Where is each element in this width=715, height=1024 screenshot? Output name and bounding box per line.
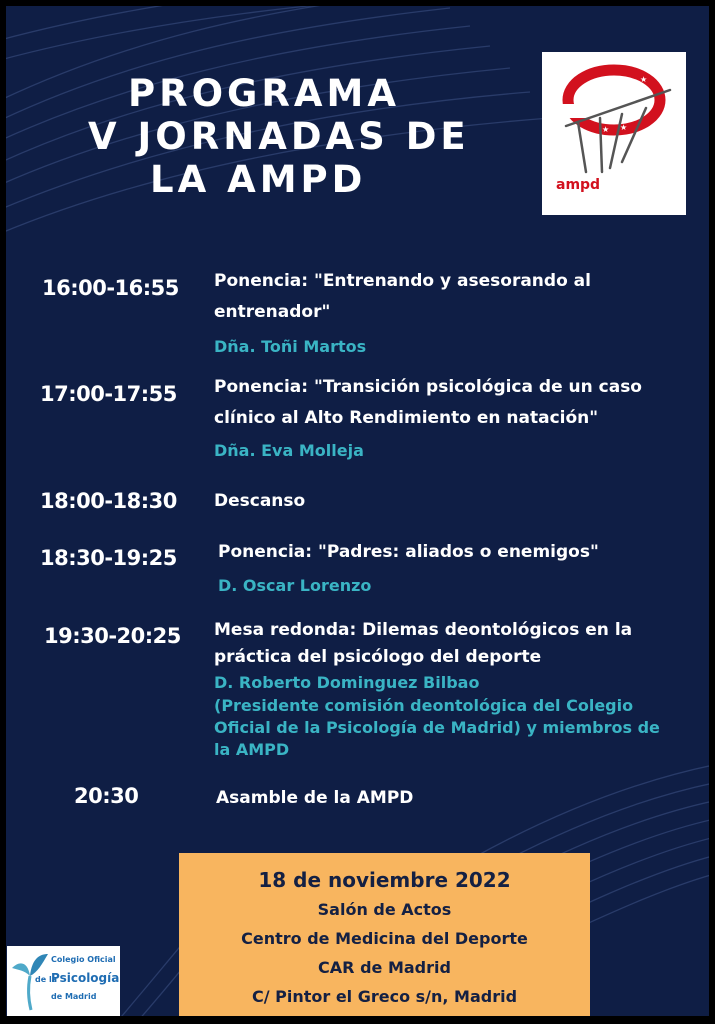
schedule-speaker-1: Dña. Toñi Martos: [214, 337, 367, 356]
schedule-speaker-4: D. Oscar Lorenzo: [218, 576, 372, 595]
colegio-logo-line-2: Psicología: [51, 971, 120, 985]
colegio-logo-line-1: Colegio Oficial: [51, 955, 116, 964]
title-line-2: V JORNADAS DE: [88, 115, 470, 158]
event-venue-room: Salón de Actos: [317, 900, 452, 919]
event-date: 18 de noviembre 2022: [258, 868, 511, 892]
event-info-box: [179, 853, 590, 1016]
schedule-title-5-line-1: Mesa redonda: Dilemas deontológicos en la: [214, 620, 633, 640]
schedule-time-5: 19:30-20:25: [44, 624, 181, 648]
title-line-3: LA AMPD: [150, 158, 367, 201]
svg-text:★: ★: [602, 125, 610, 134]
schedule-title-1-line-1: Ponencia: "Entrenando y asesorando al: [214, 271, 591, 291]
schedule-time-4: 18:30-19:25: [40, 546, 177, 570]
svg-text:★: ★: [569, 105, 577, 114]
colegio-logo-line-3: de Madrid: [51, 992, 97, 1001]
schedule-time-1: 16:00-16:55: [42, 276, 179, 300]
schedule-title-6: Asamble de la AMPD: [216, 788, 414, 808]
schedule-speaker-2: Dña. Eva Molleja: [214, 441, 364, 460]
event-venue-car: CAR de Madrid: [318, 958, 451, 977]
schedule-title-5-line-2: práctica del psicólogo del deporte: [214, 647, 542, 667]
ampd-logo-text: ampd: [556, 177, 601, 193]
schedule-title-4: Ponencia: "Padres: aliados o enemigos": [218, 542, 599, 562]
svg-text:★: ★: [646, 97, 654, 106]
event-venue-center: Centro de Medicina del Deporte: [241, 929, 528, 948]
ampd-logo: [542, 52, 686, 215]
svg-text:★: ★: [640, 75, 648, 84]
schedule-speaker-5-note-line-3: la AMPD: [214, 740, 290, 759]
schedule-speaker-5: D. Roberto Dominguez Bilbao: [214, 673, 480, 692]
schedule-title-1-line-2: entrenador": [214, 302, 331, 322]
schedule-title-3: Descanso: [214, 491, 306, 511]
schedule-title-2-line-1: Ponencia: "Transición psicológica de un caso: [214, 377, 642, 397]
colegio-logo-line-2-prefix: de la: [35, 975, 58, 984]
schedule-speaker-5-note-line-1: (Presidente comisión deontológica del Colegio: [214, 696, 634, 715]
schedule-time-3: 18:00-18:30: [40, 489, 177, 513]
event-venue-address: C/ Pintor el Greco s/n, Madrid: [251, 987, 518, 1006]
schedule-speaker-5-note-line-2: Oficial de la Psicología de Madrid) y miembros de: [214, 718, 660, 737]
schedule-time-6: 20:30: [74, 784, 139, 808]
title-line-1: PROGRAMA: [128, 72, 401, 115]
colegio-psicologia-logo: [7, 946, 120, 1016]
schedule-time-2: 17:00-17:55: [40, 382, 177, 406]
svg-text:★: ★: [620, 123, 628, 132]
schedule-title-2-line-2: clínico al Alto Rendimiento en natación": [214, 408, 599, 428]
